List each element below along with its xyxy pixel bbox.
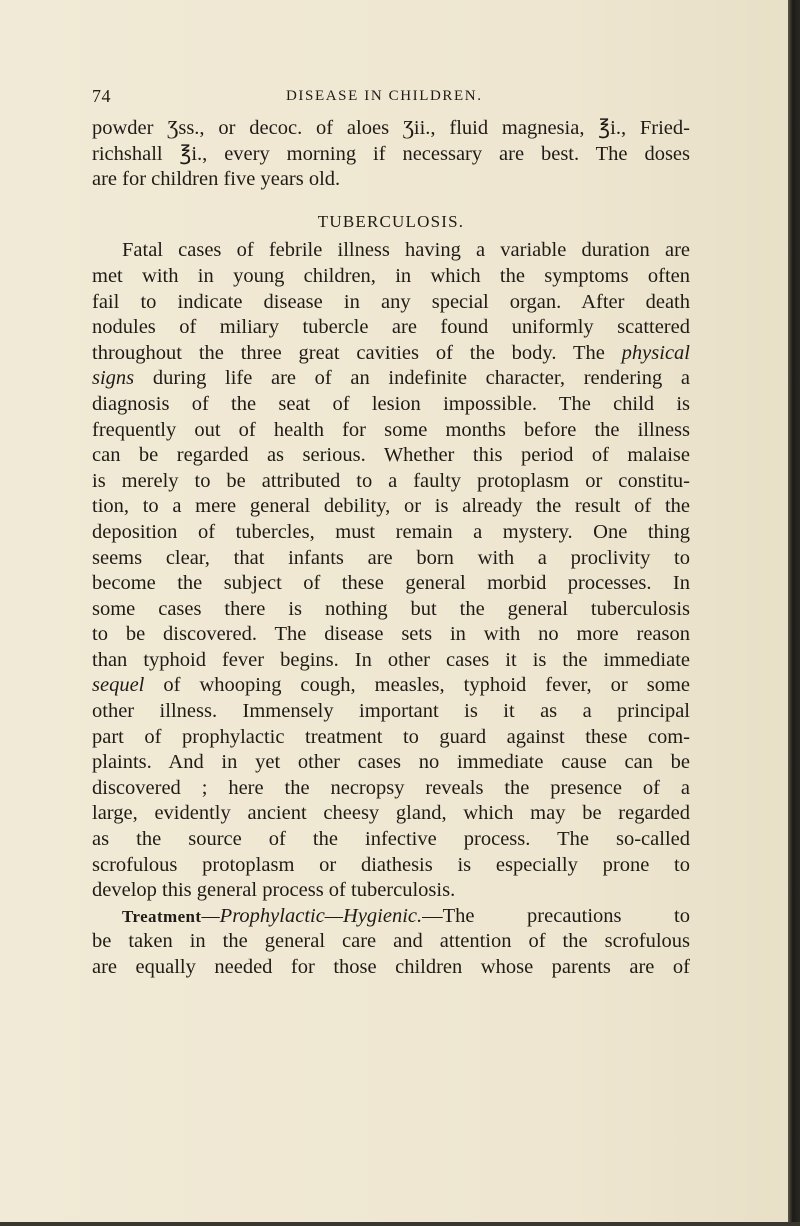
text-line: than typhoid fever begins. In other cases it is the immediate [92,648,690,671]
text-line: nodules of miliary tubercle are found uniformly scattered [92,316,690,339]
text-line: diagnosis of the seat of lesion impossible. The child is [92,392,690,415]
text-line [92,366,690,392]
text-line: large, evidently ancient cheesy gland, which may be regarded [92,802,690,825]
text-line: met with in young children, in which the symptoms often [92,264,690,287]
running-title: DISEASE IN CHILDREN. [286,88,483,104]
text-line: other illness. Immensely important is it as a principal [92,700,690,723]
text-line: can be regarded as serious. Whether this period of malaise [92,444,690,467]
page-bottom-edge [0,1222,800,1226]
text-line [92,673,690,699]
text-line [92,904,690,930]
text-line: fail to indicate disease in any special organ. After death [92,290,690,313]
text-line: is merely to be attributed to a faulty protoplasm or constitu- [92,469,690,492]
text-line: deposition of tubercles, must remain a mystery. One thing [92,520,690,543]
italic-term: signs [92,367,135,390]
text-line: to be discovered. The disease sets in with no more reason [92,623,690,646]
text-line: part of prophylactic treatment to guard against these com- [92,725,690,748]
text-line: scrofulous protoplasm or diathesis is especially prone to [92,853,690,876]
text-line: tion, to a mere general debility, or is already the result of the [92,495,690,518]
text-line: become the subject of these general morbid processes. In [92,572,690,595]
text-line: discovered ; here the necropsy reveals the presence of a [92,776,690,799]
text-line: some cases there is nothing but the general tuberculosis [92,597,690,620]
text-segment: of whooping cough, measles, typhoid fever, or some [163,674,691,697]
text-line: Fatal cases of febrile illness having a variable duration are [122,239,690,262]
italic-term: sequel [92,674,145,697]
text-segment: during life are of an indefinite character, rendering a [152,367,691,390]
text-line: frequently out of health for some months before the illness [92,418,690,441]
italic-term: —Prophylactic—Hygienic. [201,904,423,927]
text-line: seems clear, that infants are born with a proclivity to [92,546,690,569]
section-heading: TUBERCULOSIS. [317,211,465,231]
text-segment: throughout the three great cavities of the body. The [92,341,605,364]
text-line: are for children five years old. [92,168,341,191]
text-line: plaints. And in yet other cases no immediate cause can be [92,751,690,774]
text-line: powder Ʒss., or decoc. of aloes Ʒii., fluid magnesia, ℥i., Fried- [92,117,690,139]
text-line: be taken in the general care and attention of the scrofulous [92,930,690,953]
page-number: 74 [92,86,111,106]
text-line: as the source of the infective process. The so-called [92,828,690,851]
italic-term: physical [621,341,690,364]
text-segment: —The precautions to [422,904,690,927]
book-spine-edge [788,0,800,1226]
text-line: develop this general process of tuberculosis. [92,879,456,902]
treatment-label: Treatment [122,906,202,926]
text-line [92,341,690,367]
running-header [92,86,692,114]
text-line: are equally needed for those children whose parents are of [92,956,690,978]
text-line: richshall ℥i., every morning if necessary are best. The doses [92,142,690,165]
page-body [92,116,690,981]
